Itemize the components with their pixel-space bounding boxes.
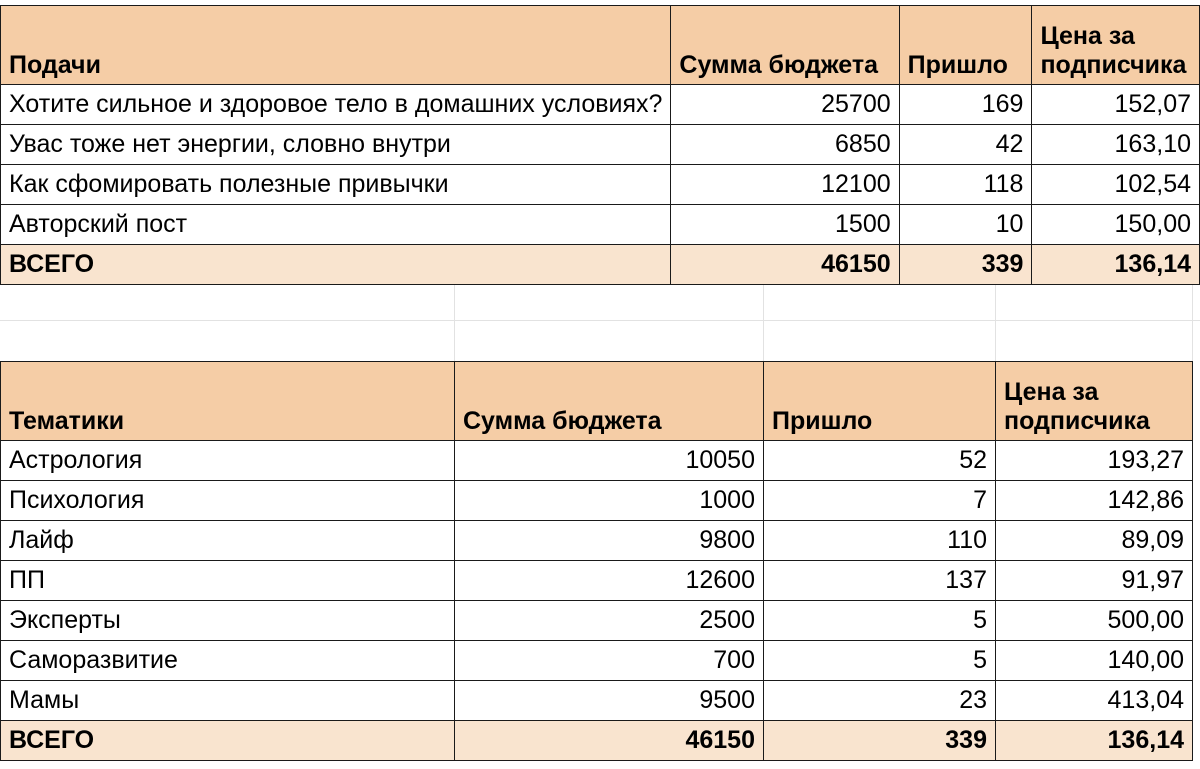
cell[interactable]: 150,00	[1032, 205, 1200, 245]
cell[interactable]: Психология	[1, 481, 455, 521]
header-cell[interactable]: Тематики	[1, 362, 455, 441]
header-row	[1, 6, 1200, 85]
total-row	[1, 721, 1193, 761]
cell[interactable]: 6850	[671, 125, 899, 165]
cell[interactable]: 339	[899, 245, 1032, 285]
table-row	[1, 165, 1200, 205]
cell[interactable]: Авторский пост	[1, 205, 671, 245]
cell[interactable]: 5	[764, 641, 996, 681]
header-row	[1, 362, 1193, 441]
cell[interactable]: 102,54	[1032, 165, 1200, 205]
cell[interactable]: 1000	[455, 481, 764, 521]
cell[interactable]: 52	[764, 441, 996, 481]
cell[interactable]: Астрология	[1, 441, 455, 481]
cell[interactable]: Увас тоже нет энергии, словно внутри	[1, 125, 671, 165]
header-cell[interactable]: Пришло	[764, 362, 996, 441]
cell[interactable]: 413,04	[996, 681, 1193, 721]
cell[interactable]: 500,00	[996, 601, 1193, 641]
header-cell[interactable]: Цена за подписчика	[1032, 6, 1200, 85]
cell[interactable]: 136,14	[1032, 245, 1200, 285]
gridline	[0, 320, 1200, 321]
cell[interactable]: 339	[764, 721, 996, 761]
cell[interactable]: 152,07	[1032, 85, 1200, 125]
cell[interactable]: 142,86	[996, 481, 1193, 521]
header-cell[interactable]: Пришло	[899, 6, 1032, 85]
cell[interactable]: 193,27	[996, 441, 1193, 481]
cell[interactable]: 118	[899, 165, 1032, 205]
cell[interactable]: 25700	[671, 85, 899, 125]
table-row	[1, 521, 1193, 561]
cell[interactable]: 9800	[455, 521, 764, 561]
cell[interactable]: Как сфомировать полезные привычки	[1, 165, 671, 205]
cell[interactable]: 46150	[455, 721, 764, 761]
table-row	[1, 641, 1193, 681]
cell[interactable]: 700	[455, 641, 764, 681]
table-row	[1, 205, 1200, 245]
cell[interactable]: Эксперты	[1, 601, 455, 641]
header-cell[interactable]: Сумма бюджета	[455, 362, 764, 441]
header-cell[interactable]: Подачи	[1, 6, 671, 85]
table-row	[1, 561, 1193, 601]
cell[interactable]: ВСЕГО	[1, 721, 455, 761]
cell[interactable]: Саморазвитие	[1, 641, 455, 681]
table-row	[1, 85, 1200, 125]
cell[interactable]: 91,97	[996, 561, 1193, 601]
table-tematiki	[0, 361, 1193, 761]
table-row	[1, 601, 1193, 641]
cell[interactable]: 169	[899, 85, 1032, 125]
gridline	[1192, 280, 1193, 361]
gridline	[454, 280, 455, 361]
cell[interactable]: ВСЕГО	[1, 245, 671, 285]
cell[interactable]: 12100	[671, 165, 899, 205]
cell[interactable]: Лайф	[1, 521, 455, 561]
cell[interactable]: 10050	[455, 441, 764, 481]
cell[interactable]: 9500	[455, 681, 764, 721]
cell[interactable]: 140,00	[996, 641, 1193, 681]
cell[interactable]: 1500	[671, 205, 899, 245]
table-row	[1, 441, 1193, 481]
table-row	[1, 481, 1193, 521]
header-cell[interactable]: Цена за подписчика	[996, 362, 1193, 441]
gridline	[995, 280, 996, 361]
cell[interactable]: 10	[899, 205, 1032, 245]
header-cell[interactable]: Сумма бюджета	[671, 6, 899, 85]
cell[interactable]: 110	[764, 521, 996, 561]
cell[interactable]: 163,10	[1032, 125, 1200, 165]
cell[interactable]: Мамы	[1, 681, 455, 721]
cell[interactable]: ПП	[1, 561, 455, 601]
table-row	[1, 681, 1193, 721]
cell[interactable]: 136,14	[996, 721, 1193, 761]
table-podachi	[0, 5, 1200, 285]
cell[interactable]: 23	[764, 681, 996, 721]
table-row	[1, 125, 1200, 165]
cell[interactable]: Хотите сильное и здоровое тело в домашних условиях?	[1, 85, 671, 125]
gridline	[763, 280, 764, 361]
cell[interactable]: 2500	[455, 601, 764, 641]
cell[interactable]: 46150	[671, 245, 899, 285]
cell[interactable]: 89,09	[996, 521, 1193, 561]
total-row	[1, 245, 1200, 285]
cell[interactable]: 5	[764, 601, 996, 641]
cell[interactable]: 137	[764, 561, 996, 601]
cell[interactable]: 42	[899, 125, 1032, 165]
cell[interactable]: 7	[764, 481, 996, 521]
cell[interactable]: 12600	[455, 561, 764, 601]
